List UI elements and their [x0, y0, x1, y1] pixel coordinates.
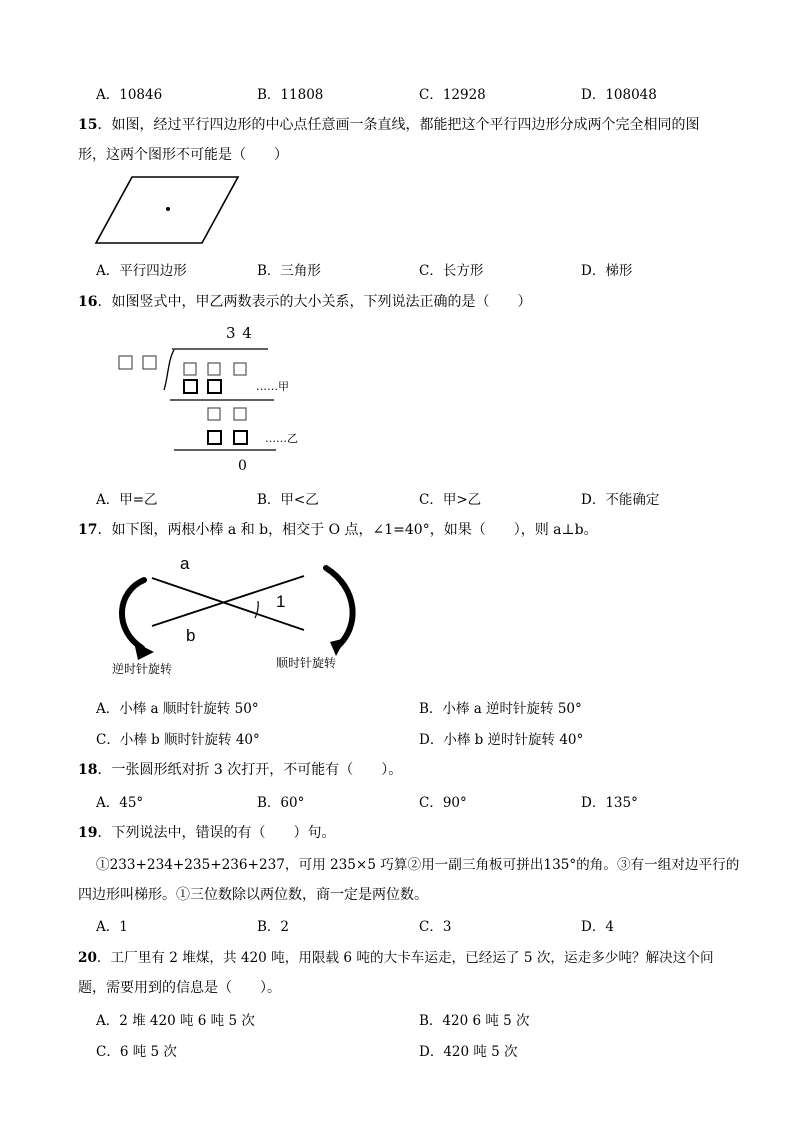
q19-option-c: C．3 [419, 919, 452, 935]
q18-number: 18 [78, 762, 98, 778]
label-b: b [186, 626, 196, 645]
long-division-figure [110, 320, 330, 480]
q15-stem-line1 [78, 114, 699, 134]
q15-option-d: D．梯形 [581, 263, 633, 279]
q17-text: ．如下图，两根小棒 a 和 b，相交于 O 点，∠1=40°，如果（ ），则 a⊥b。 [97, 522, 598, 538]
parallelogram-figure [94, 173, 254, 248]
remainder-digit: 0 [238, 458, 247, 474]
q19-statements-line1: ①233+234+235+236+237，可用 235×5 巧算②用一副三角板可拼出135°的角。③有一组对边平行的 [96, 857, 740, 873]
dividend-box-3 [234, 363, 246, 375]
middle-box-1 [208, 408, 220, 420]
q14-option-c: C．12928 [419, 87, 486, 103]
q19-option-b: B．2 [257, 919, 290, 935]
q16-option-b: B．甲<乙 [257, 492, 319, 508]
quotient-digits: 3 4 [226, 324, 253, 342]
q15-option-a: A．平行四边形 [96, 263, 187, 279]
jia-box-2 [208, 380, 221, 393]
q20-text1: ．工厂里有 2 堆煤，共 420 吨，用限载 6 吨的大卡车运走，已经运了 5 次，运走多少吨？解决这个问 [96, 950, 714, 966]
division-lines [110, 320, 330, 480]
divisor-box-2 [143, 356, 156, 369]
dividend-box-1 [184, 363, 196, 375]
q19-number: 19 [78, 825, 98, 841]
q15-number: 15 [78, 117, 98, 133]
sticks-figure [108, 552, 368, 682]
label-a: a [180, 554, 190, 573]
q18-text: ．一张圆形纸对折 3 次打开，不可能有（ ）。 [97, 762, 403, 778]
q17-option-a: A．小棒 a 顺时针旋转 50° [96, 701, 259, 717]
q19-stem [78, 822, 335, 842]
middle-box-2 [234, 408, 246, 420]
label-angle-1: 1 [276, 592, 286, 611]
q17-stem [78, 519, 598, 539]
q20-option-d: D．420 吨 5 次 [419, 1044, 518, 1060]
q15-option-b: B．三角形 [257, 263, 321, 279]
q20-number: 20 [78, 950, 97, 966]
q15-stem-line2: 形，这两个图形不可能是（ ） [78, 147, 288, 163]
q15-option-c: C．长方形 [419, 263, 484, 279]
label-yi: ……乙 [265, 432, 298, 445]
dividend-box-2 [208, 363, 220, 375]
q14-option-d: D．108048 [581, 87, 657, 103]
yi-box-1 [208, 431, 221, 444]
clockwise-arrow-icon [326, 568, 353, 646]
q19-option-d: D．4 [581, 919, 614, 935]
q17-number: 17 [78, 522, 98, 538]
q18-option-b: B．60° [257, 795, 305, 811]
caption-counterclockwise: 逆时针旋转 [112, 662, 173, 676]
q18-option-d: D．135° [581, 795, 638, 811]
q14-option-a: A．10846 [96, 87, 163, 103]
q16-option-c: C．甲>乙 [419, 492, 482, 508]
q19-option-a: A．1 [96, 919, 128, 935]
q18-option-a: A．45° [96, 795, 144, 811]
q16-option-d: D．不能确定 [581, 492, 660, 508]
q20-option-c: C．6 吨 5 次 [96, 1044, 177, 1060]
q20-stem-line1 [78, 946, 714, 966]
q18-stem [78, 759, 402, 779]
q20-option-b: B．420 6 吨 5 次 [419, 1013, 530, 1029]
q15-text1: ．如图，经过平行四边形的中心点任意画一条直线，都能把这个平行四边形分成两个完全相同的图 [97, 117, 700, 133]
jia-box-1 [184, 380, 197, 393]
q16-text: ．如图竖式中，甲乙两数表示的大小关系，下列说法正确的是（ ） [97, 294, 532, 310]
divisor-box-1 [119, 356, 132, 369]
q16-number: 16 [78, 294, 98, 310]
q18-option-c: C．90° [419, 795, 467, 811]
q16-stem [78, 291, 531, 311]
q20-stem-line2: 题，需要用到的信息是（ ）。 [78, 980, 281, 996]
q16-option-a: A．甲=乙 [96, 492, 158, 508]
q19-statements-line2: 四边形叫梯形。①三位数除以两位数，商一定是两位数。 [78, 887, 428, 903]
q17-option-d: D．小棒 b 逆时针旋转 40° [419, 732, 584, 748]
q17-option-c: C．小棒 b 顺时针旋转 40° [96, 732, 260, 748]
q14-option-b: B．11808 [257, 87, 324, 103]
caption-clockwise: 顺时针旋转 [276, 656, 337, 670]
q20-option-a: A．2 堆 420 吨 6 吨 5 次 [96, 1013, 255, 1029]
label-jia: ……甲 [256, 380, 289, 393]
yi-box-2 [234, 431, 247, 444]
q19-text: ．下列说法中，错误的有（ ）句。 [97, 825, 336, 841]
center-point [166, 207, 170, 211]
angle-1-arc [255, 601, 258, 618]
q17-option-b: B．小棒 a 逆时针旋转 50° [419, 701, 582, 717]
counterclockwise-arrow-icon [122, 580, 144, 648]
